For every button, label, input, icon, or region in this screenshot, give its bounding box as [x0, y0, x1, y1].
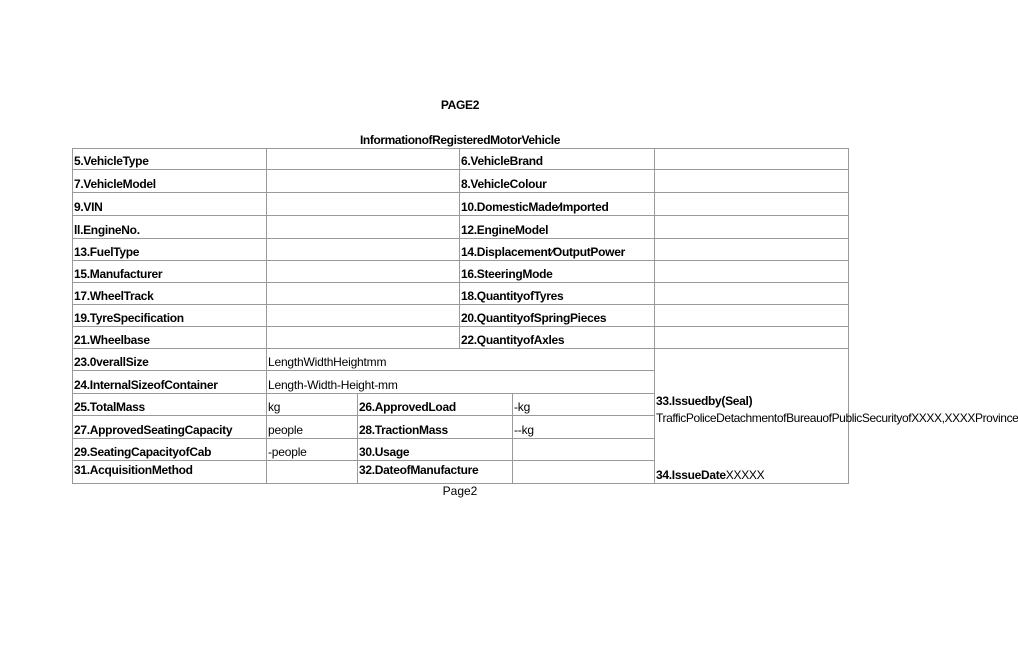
label-manufacturer: 15.Manufacturer [72, 260, 267, 283]
value-approved-load: -kg [512, 393, 655, 416]
label-total-mass: 25.TotalMass [72, 393, 267, 416]
value-vehicle-model [266, 169, 460, 193]
label-domestic-imported: 10.DomesticMade∕Imported [459, 192, 655, 216]
value-cab-seating: -people [266, 438, 358, 461]
label-wheel-track: 17.WheelTrack [72, 282, 267, 305]
value-overall-size: LengthWidthHeightmm [266, 348, 655, 371]
label-wheelbase: 21.Wheelbase [72, 326, 267, 349]
value-wheel-track [266, 282, 460, 305]
page-footer: Page2 [442, 484, 478, 498]
label-fuel-type: 13.FuelType [72, 238, 267, 261]
label-steering-mode: 16.SteeringMode [459, 260, 655, 283]
label-engine-model: 12.EngineModel [459, 215, 655, 239]
label-vehicle-type: 5.VehicleType [72, 148, 267, 170]
value-vin [266, 192, 460, 216]
value-date-of-manufacture [512, 460, 655, 484]
label-traction-mass: 28.TractionMass [357, 415, 513, 439]
value-displacement [654, 238, 849, 261]
value-approved-seating: people [266, 415, 358, 439]
label-displacement: 14.Displacement∕OutputPower [459, 238, 655, 261]
value-total-mass: kg [266, 393, 358, 416]
page-title: PAGE2 [440, 98, 480, 112]
value-manufacturer [266, 260, 460, 283]
label-quantity-of-axles: 22.QuantityofAxles [459, 326, 655, 349]
issue-date-label: 34.IssueDate [656, 468, 726, 482]
value-engine-model [654, 215, 849, 239]
label-spring-pieces: 20.QuantityofSpringPieces [459, 304, 655, 327]
value-vehicle-brand [654, 148, 849, 170]
label-tyre-specification: 19.TyreSpecification [72, 304, 267, 327]
value-vehicle-type [266, 148, 460, 170]
label-internal-size: 24.InternalSizeofContainer [72, 370, 267, 394]
label-quantity-of-tyres: 18.QuantityofTyres [459, 282, 655, 305]
issue-date [656, 468, 764, 482]
label-approved-seating: 27.ApprovedSeatingCapacity [72, 415, 267, 439]
value-acquisition-method [266, 460, 358, 484]
value-wheelbase [266, 326, 460, 349]
label-vehicle-colour: 8.VehicleColour [459, 169, 655, 193]
issue-date-value: XXXXX [725, 468, 765, 482]
label-approved-load: 26.ApprovedLoad [357, 393, 513, 416]
value-vehicle-colour [654, 169, 849, 193]
value-domestic-imported [654, 192, 849, 216]
label-usage: 30.Usage [357, 438, 513, 461]
table-title: InformationofRegisteredMotorVehicle [359, 133, 561, 147]
value-traction-mass: --kg [512, 415, 655, 439]
value-spring-pieces [654, 304, 849, 327]
value-engine-no [266, 215, 460, 239]
label-acquisition-method: 31.AcquisitionMethod [72, 460, 267, 484]
value-steering-mode [654, 260, 849, 283]
label-engine-no: ll.EngineNo. [72, 215, 267, 239]
label-overall-size: 23.0verallSize [72, 348, 267, 371]
value-internal-size: Length-Width-Height-mm [266, 370, 655, 394]
label-vehicle-brand: 6.VehicleBrand [459, 148, 655, 170]
label-cab-seating: 29.SeatingCapacityofCab [72, 438, 267, 461]
value-quantity-of-tyres [654, 282, 849, 305]
value-fuel-type [266, 238, 460, 261]
value-quantity-of-axles [654, 326, 849, 349]
issuing-authority: TrafficPoliceDetachmentofBureauofPublicSecurityofXXXX,XXXXProvince [656, 411, 1018, 425]
issued-by-label: 33.Issuedby(Seal) [656, 394, 753, 408]
seal-cell [654, 348, 1018, 484]
value-usage [512, 438, 655, 461]
value-tyre-specification [266, 304, 460, 327]
label-vehicle-model: 7.VehicleModel [72, 169, 267, 193]
label-date-of-manufacture: 32.DateofManufacture [357, 460, 513, 484]
label-vin: 9.VIN [72, 192, 267, 216]
